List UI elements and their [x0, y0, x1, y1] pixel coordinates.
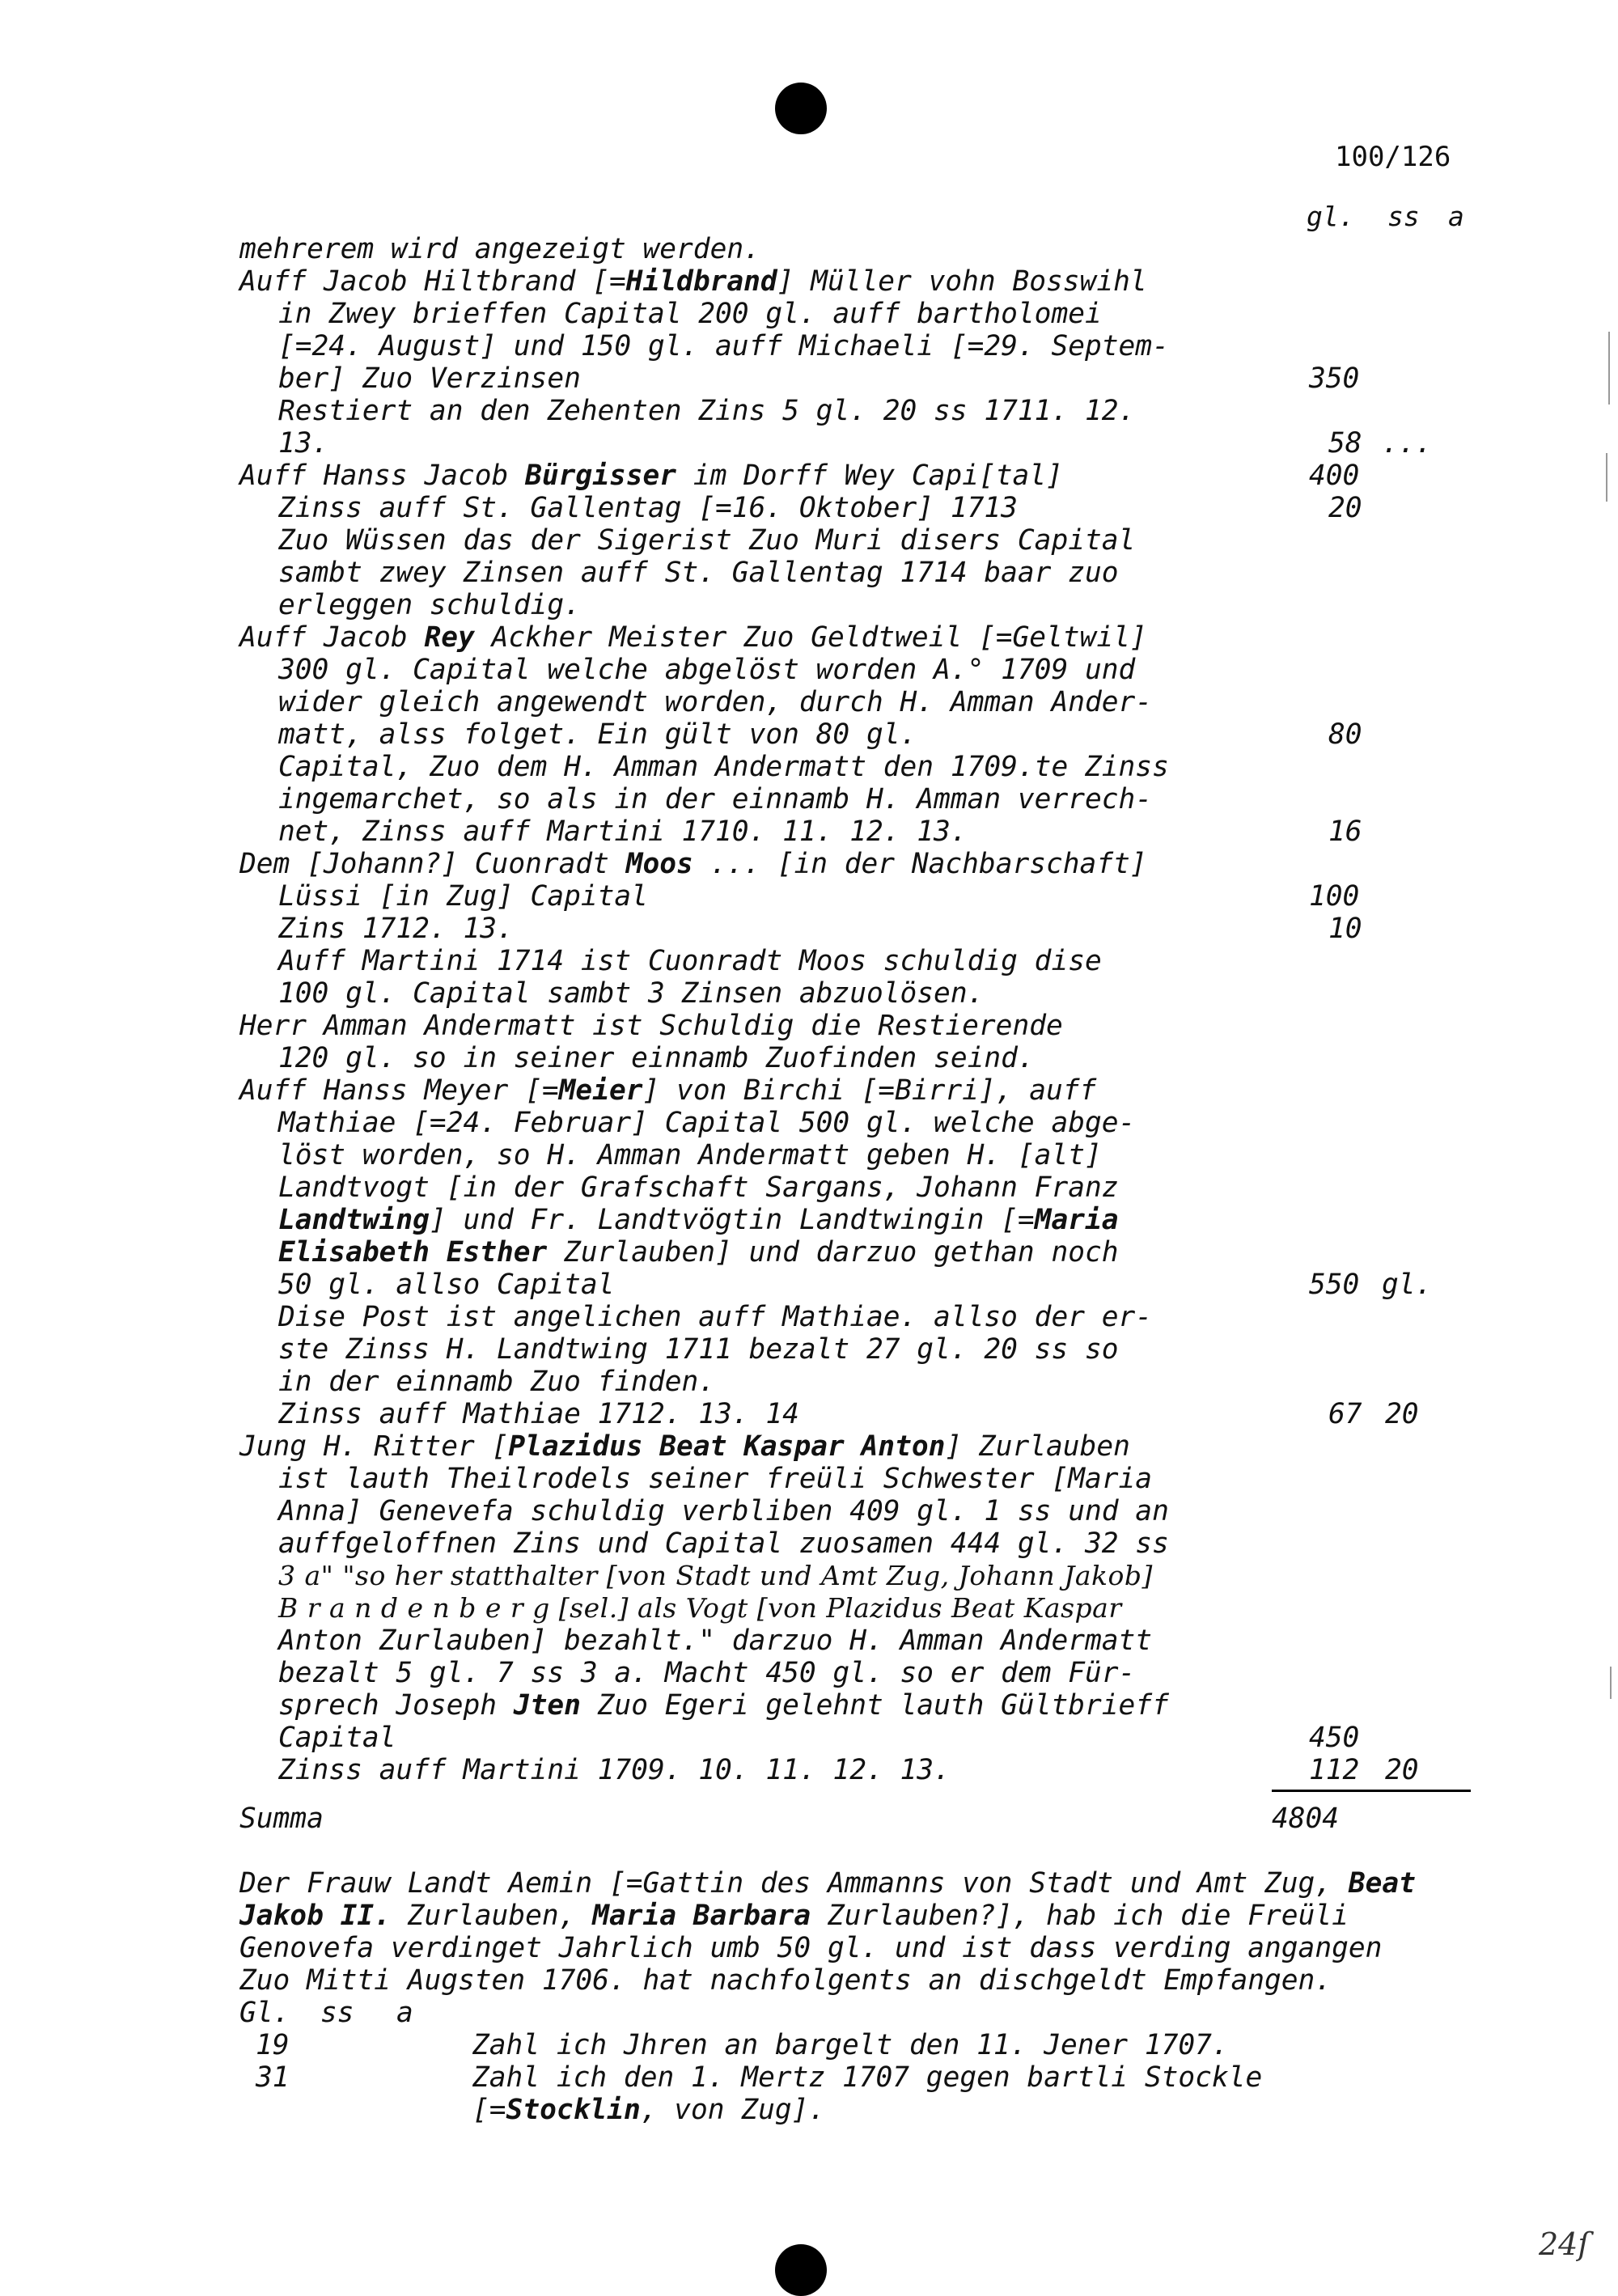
text-line: erleggen schuldig.: [278, 589, 581, 621]
text-line: ingemarchet, so als in der einnamb H. Amman verrech-: [278, 783, 1153, 815]
column-header-gl: gl.: [1307, 201, 1355, 232]
text-line: net, Zinss auff Martini 1710. 11. 12. 13.: [278, 815, 968, 848]
text-line: Restiert an den Zehenten Zins 5 gl. 20 ss 1711. 12.: [278, 395, 1136, 427]
paragraph-line: Zuo Mitti Augsten 1706. hat nachfolgents an dischgeldt Empfangen.: [239, 1964, 1332, 1997]
ledger-header-ss: ss: [320, 1997, 354, 2029]
text-line: matt, alss folget. Ein gült von 80 gl.: [278, 718, 917, 751]
amount-unit: gl.: [1382, 1269, 1433, 1301]
amount-gl: 58: [1328, 427, 1362, 460]
text-line: in Zwey brieffen Capital 200 gl. auff bartholomei: [278, 298, 1102, 330]
ledger-header-gl: Gl.: [239, 1997, 290, 2029]
ledger-text: Zahl ich den 1. Mertz 1707 gegen bartli Stockle: [472, 2061, 1263, 2094]
scan-artifact: [1608, 332, 1610, 405]
text-line: Anna] Genevefa schuldig verbliben 409 gl. 1 ss und an: [278, 1495, 1169, 1527]
scan-artifact: [1610, 1667, 1612, 1699]
text-line: wider gleich angewendt worden, durch H. Amman Ander-: [278, 686, 1153, 718]
text-line: Dise Post ist angelichen auff Mathiae. allso der er-: [278, 1301, 1153, 1333]
text-line: Dem [Johann?] Cuonradt Moos ... [in der Nachbarschaft]: [239, 848, 1147, 880]
text-line: Auff Jacob Hiltbrand [=Hildbrand] Müller vohn Bosswihl: [239, 265, 1147, 298]
paragraph-line: Der Frauw Landt Aemin [=Gattin des Ammanns von Stadt und Amt Zug, Beat: [239, 1867, 1416, 1900]
text-line: Zuo Wüssen das der Sigerist Zuo Muri disers Capital: [278, 524, 1136, 557]
punch-hole-top: [775, 83, 827, 134]
text-line: in der einnamb Zuo finden.: [278, 1366, 716, 1398]
text-line: Zinss auff Mathiae 1712. 13. 14: [278, 1398, 799, 1430]
amount-gl: 400: [1309, 460, 1360, 492]
ledger-text: Zahl ich Jhren an bargelt den 11. Jener 1707.: [472, 2029, 1229, 2061]
summa-value: 4804: [1272, 1802, 1340, 1835]
amount-gl: 112: [1309, 1754, 1360, 1786]
column-header-ss: ss: [1387, 201, 1420, 232]
paragraph-line: Jakob II. Zurlauben, Maria Barbara Zurlauben?], hab ich die Freüli: [239, 1900, 1349, 1932]
text-line: mehrerem wird angezeigt werden.: [239, 233, 760, 265]
amount-gl: 550: [1309, 1269, 1360, 1301]
page-number: 100/126: [1335, 141, 1451, 173]
text-line: sprech Joseph Jten Zuo Egeri gelehnt lauth Gültbrieff: [278, 1689, 1169, 1722]
column-header-a: a: [1448, 201, 1464, 232]
text-line: Anton Zurlauben] bezahlt." darzuo H. Amman Andermatt: [278, 1625, 1153, 1657]
text-line: sambt zwey Zinsen auff St. Gallentag 1714 baar zuo: [278, 557, 1119, 589]
text-line: Landtwing] und Fr. Landtvögtin Landtwingin [=Maria: [278, 1204, 1119, 1236]
text-line: Elisabeth Esther Zurlauben] und darzuo gethan noch: [278, 1236, 1119, 1269]
amount-gl: 450: [1309, 1722, 1360, 1754]
amount-gl: 350: [1309, 362, 1360, 395]
amount-ss: 20: [1385, 1398, 1419, 1430]
text-line: Lüssi [in Zug] Capital: [278, 880, 648, 913]
text-line: Auff Hanss Meyer [=Meier] von Birchi [=Birri], auff: [239, 1074, 1097, 1107]
text-line: Zins 1712. 13.: [278, 913, 514, 945]
text-line: Landtvogt [in der Grafschaft Sargans, Johann Franz: [278, 1171, 1119, 1204]
paragraph-line: Genovefa verdinget Jahrlich umb 50 gl. und ist dass verding angangen: [239, 1932, 1383, 1964]
text-line: Mathiae [=24. Februar] Capital 500 gl. welche abge-: [278, 1107, 1136, 1139]
text-line: Zinss auff Martini 1709. 10. 11. 12. 13.: [278, 1754, 951, 1786]
ledger-amount: 31: [256, 2061, 290, 2094]
amount-gl: 20: [1328, 492, 1362, 524]
text-line: auffgeloffnen Zins und Capital zuosamen 444 gl. 32 ss: [278, 1527, 1169, 1560]
text-line: ist lauth Theilrodels seiner freüli Schwester [Maria: [278, 1463, 1153, 1495]
amount-ellipsis: ...: [1382, 427, 1433, 460]
summa-label: Summa: [239, 1802, 324, 1835]
amount-gl: 80: [1328, 718, 1362, 751]
text-line-handwritten: 3 a" "so her statthalter [von Stadt und Amt Zug, Johann Jakob]: [278, 1560, 1153, 1591]
text-line: 300 gl. Capital welche abgelöst worden A.° 1709 und: [278, 654, 1136, 686]
text-line: 50 gl. allso Capital: [278, 1269, 615, 1301]
text-line: 100 gl. Capital sambt 3 Zinsen abzuolösen.: [278, 977, 985, 1010]
text-line: Capital: [278, 1722, 396, 1754]
text-line: Jung H. Ritter [Plazidus Beat Kaspar Anton] Zurlauben: [239, 1430, 1130, 1463]
text-line: 13.: [278, 427, 329, 460]
text-line: löst worden, so H. Amman Andermatt geben H. [alt]: [278, 1139, 1102, 1171]
ledger-amount: 19: [256, 2029, 290, 2061]
text-line: Auff Jacob Rey Ackher Meister Zuo Geldtweil [=Geltwil]: [239, 621, 1147, 654]
amount-ss: 20: [1385, 1754, 1419, 1786]
ledger-text: [=Stocklin, von Zug].: [472, 2094, 826, 2126]
amount-gl: 100: [1309, 880, 1360, 913]
ledger-header-a: a: [396, 1997, 413, 2029]
amount-gl: 10: [1328, 913, 1362, 945]
text-line-handwritten: B r a n d e n b e r g [sel.] als Vogt [von Plazidus Beat Kaspar: [278, 1592, 1122, 1624]
text-line: Auff Hanss Jacob Bürgisser im Dorff Wey Capi[tal]: [239, 460, 1063, 492]
text-line: ber] Zuo Verzinsen: [278, 362, 581, 395]
text-line: 120 gl. so in seiner einnamb Zuofinden seind.: [278, 1042, 1035, 1074]
text-line: bezalt 5 gl. 7 ss 3 a. Macht 450 gl. so er dem Für-: [278, 1657, 1136, 1689]
scan-artifact: [1606, 453, 1607, 502]
text-line: ste Zinss H. Landtwing 1711 bezalt 27 gl. 20 ss so: [278, 1333, 1119, 1366]
text-line: Capital, Zuo dem H. Amman Andermatt den 1709.te Zinss: [278, 751, 1169, 783]
amount-gl: 16: [1328, 815, 1362, 848]
text-line: Zinss auff St. Gallentag [=16. Oktober] 1713: [278, 492, 1018, 524]
punch-hole-bottom: [775, 2244, 827, 2296]
text-line: Auff Martini 1714 ist Cuonradt Moos schuldig dise: [278, 945, 1102, 977]
text-line: Herr Amman Andermatt ist Schuldig die Restierende: [239, 1010, 1063, 1042]
sum-rule: [1272, 1790, 1471, 1792]
text-line: [=24. August] und 150 gl. auff Michaeli [=29. Septem-: [278, 330, 1169, 362]
amount-gl: 67: [1328, 1398, 1362, 1430]
corner-mark: 24ſ: [1539, 2226, 1590, 2262]
